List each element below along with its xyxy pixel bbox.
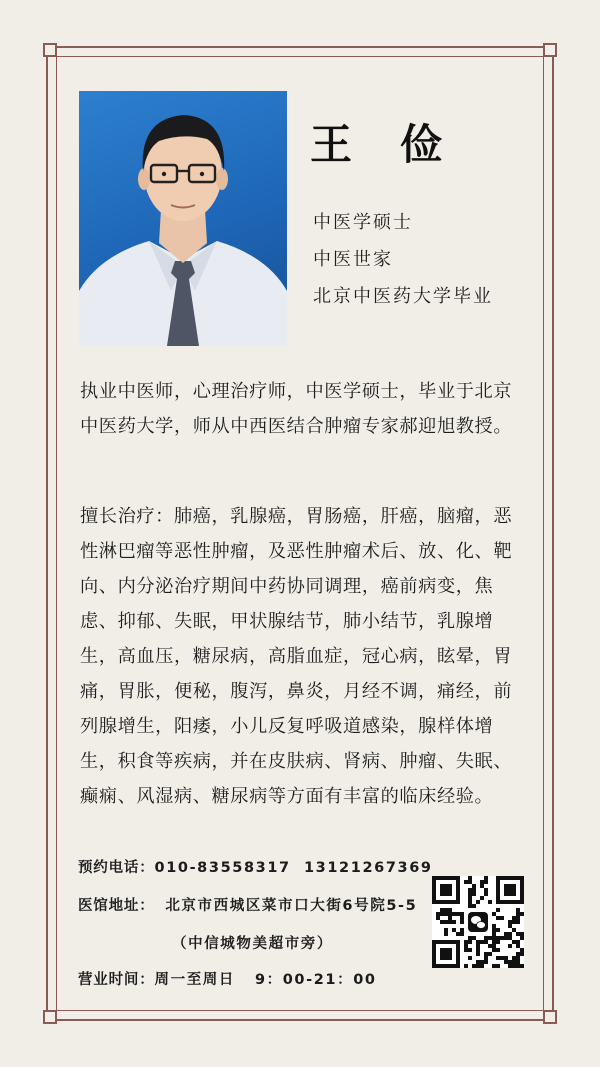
credential-university: 北京中医药大学毕业 — [313, 286, 493, 307]
doctor-name-first: 王 — [310, 120, 355, 169]
frame-corner-bottom-left — [43, 1010, 57, 1024]
address-note — [172, 932, 333, 953]
doctor-name — [310, 112, 444, 172]
specialty-paragraph: 擅长治疗：肺癌，乳腺癌，胃肠癌，肝癌，脑瘤，恶性淋巴瘤等恶性肿瘤，及恶性肿瘤术后、放、化、靶向、内分泌治疗期间中药协同调理，癌前病变，焦虑、抑郁、失眠，甲状腺结节，肺小结节，乳腺增生，高血压，糖尿病，高脂血症，冠心病，眩晕，胃痛，胃胀，便秘，腹泻，鼻炎，月经不调，痛经，前列腺增生，阳痿，小儿反复呼吸道感染，腺样体增生，积食等疾病，并在皮肤病、肾病、肿瘤、失眠、癫痫、风湿病、糖尿病等方面有丰富的临床经验。 — [80, 506, 513, 807]
phone-label: 预约电话： — [78, 860, 155, 876]
phone-info — [78, 856, 433, 877]
address-note-text: （中信城物美超市旁） — [172, 936, 333, 952]
doctor-portrait-photo — [79, 91, 287, 346]
intro-paragraph: 执业中医师，心理治疗师，中医学硕士，毕业于北京中医药大学，师从中西医结合肿瘤专家郝迎旭教授。 — [80, 381, 513, 437]
hours-info — [78, 968, 377, 989]
phone-value[interactable]: 010-83558317 13121267369 — [154, 860, 433, 876]
hours-value: 周一至周日 9：00-21：00 — [154, 972, 377, 988]
frame-corner-top-right — [543, 43, 557, 57]
address-label: 医馆地址： — [78, 898, 155, 914]
address-info — [78, 894, 417, 915]
wechat-qr-code-icon[interactable] — [432, 876, 524, 968]
credential-degree: 中医学硕士 — [313, 212, 413, 233]
credential-family: 中医世家 — [313, 249, 393, 270]
frame-corner-bottom-right — [543, 1010, 557, 1024]
hours-label: 营业时间： — [78, 972, 155, 988]
address-value: 北京市西城区菜市口大街6号院5-5 — [165, 898, 418, 914]
doctor-name-second: 俭 — [400, 120, 445, 169]
frame-corner-top-left — [43, 43, 57, 57]
